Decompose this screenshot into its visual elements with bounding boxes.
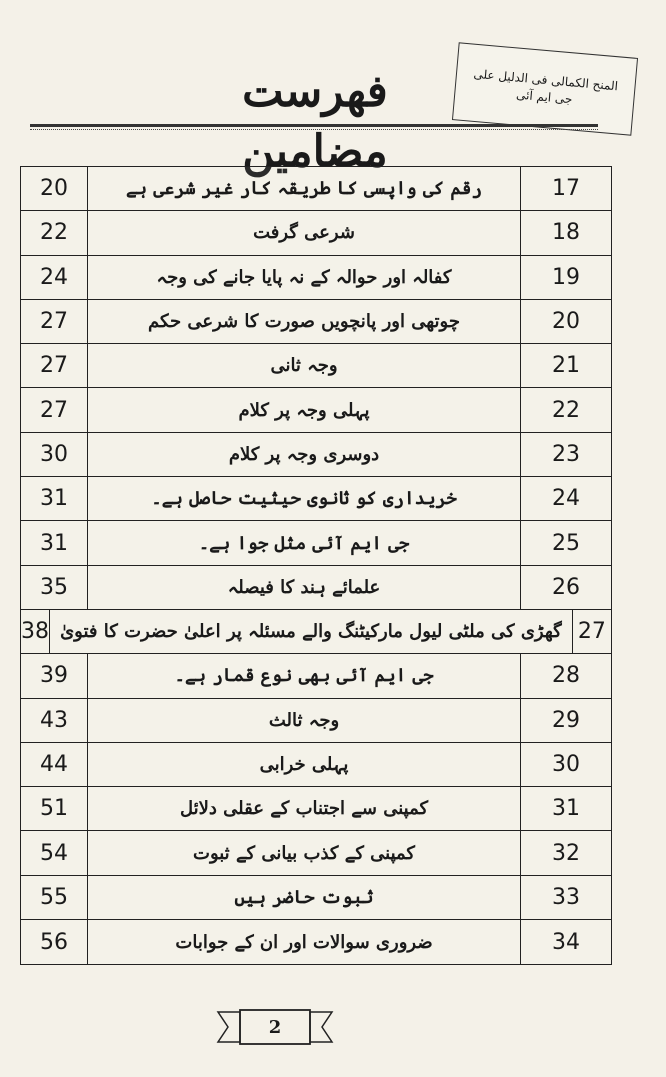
table-row: [21, 787, 611, 831]
toc-page-number: 27: [21, 388, 88, 431]
toc-entry-title: دوسری وجہ پر کلام: [228, 443, 380, 465]
toc-entry-number: 20: [520, 300, 611, 343]
toc-page-number: 56: [21, 920, 88, 964]
book-title-stamp: [452, 42, 638, 135]
table-row: [21, 433, 611, 477]
toc-page-number: 44: [21, 743, 88, 786]
toc-page-number: 54: [21, 831, 88, 874]
table-row: [21, 743, 611, 787]
table-row: [21, 654, 611, 698]
toc-entry-number: 19: [520, 256, 611, 299]
toc-entry-number: 26: [520, 566, 611, 609]
toc-entry-title: علمائے ہند کا فیصلہ: [227, 576, 381, 598]
toc-page-number: 31: [21, 521, 88, 564]
toc-entry-title: گھڑی کی ملٹی لیول مارکیٹنگ والے مسئلہ پر اعلیٰ حضرت کا فتویٰ: [60, 621, 562, 643]
table-row: [21, 521, 611, 565]
toc-entry-number: 24: [520, 477, 611, 520]
table-row: [21, 477, 611, 521]
toc-entry-title: چوتھی اور پانچویں صورت کا شرعی حکم: [148, 311, 460, 333]
table-row: [21, 211, 611, 255]
toc-entry-title: ثبوت حاضر ہیں: [234, 886, 374, 908]
toc-entry-number: 23: [520, 433, 611, 476]
toc-page-number: 30: [21, 433, 88, 476]
toc-page-number: 39: [21, 654, 88, 697]
toc-entry-title: کمپنی سے اجتناب کے عقلی دلائل: [179, 798, 429, 820]
toc-page-number: 27: [21, 344, 88, 387]
stamp-text: المنح الكمالی فی الدلیل علی جی ایم آئی: [472, 66, 619, 107]
table-row: [21, 920, 611, 964]
toc-page-number: 51: [21, 787, 88, 830]
toc-entry-number: 21: [520, 344, 611, 387]
header-rule-dotted: [30, 129, 598, 130]
toc-entry-title: شرعی گرفت: [253, 222, 355, 244]
toc-entry-title: خریداری کو ثانوی حیثیت حاصل ہے۔: [151, 488, 457, 510]
toc-page-number: 31: [21, 477, 88, 520]
toc-entry-title: پہلی خرابی: [259, 754, 349, 775]
toc-entry-number: 31: [520, 787, 611, 830]
table-row: [21, 566, 611, 610]
table-row: [21, 388, 611, 432]
toc-page-number: 24: [21, 256, 88, 299]
toc-entry-number: 22: [520, 388, 611, 431]
toc-entry-number: 27: [572, 610, 611, 653]
page-footer: [210, 1006, 340, 1048]
toc-entry-number: 18: [520, 211, 611, 254]
toc-entry-number: 33: [520, 876, 611, 919]
toc-entry-number: 25: [520, 521, 611, 564]
toc-entry-title: پہلی وجہ پر کلام: [238, 399, 370, 421]
page-number: 2: [268, 1016, 282, 1038]
toc-entry-title: کفالہ اور حوالہ کے نہ پایا جانے کی وجہ: [156, 266, 452, 288]
table-row: [21, 167, 611, 211]
table-row: [21, 876, 611, 920]
table-row: [21, 699, 611, 743]
toc-entry-title: رقم کی واپسی کا طریقہ کار غیر شرعی ہے: [126, 178, 482, 200]
toc-page-number: 55: [21, 876, 88, 919]
toc-page-number: 22: [21, 211, 88, 254]
table-of-contents: [20, 166, 612, 965]
toc-entry-title: جی ایم آئی بھی نوع قمار ہے۔: [174, 665, 434, 687]
toc-entry-number: 29: [520, 699, 611, 742]
toc-page-number: 43: [21, 699, 88, 742]
toc-entry-title: ضروری سوالات اور ان کے جوابات: [175, 931, 433, 953]
toc-entry-title: جی ایم آئی مثل جوا ہے۔: [198, 532, 410, 554]
toc-entry-title: وجہ ثالث: [268, 709, 340, 731]
toc-entry-number: 30: [520, 743, 611, 786]
table-row: [21, 344, 611, 388]
header-rule: [30, 124, 598, 127]
table-row: [21, 300, 611, 344]
toc-entry-number: 28: [520, 654, 611, 697]
toc-page-number: 38: [21, 610, 50, 653]
toc-entry-number: 17: [520, 167, 611, 210]
table-row: [21, 831, 611, 875]
header: [30, 44, 630, 177]
page-title: فهرست مضامين: [242, 66, 388, 177]
toc-entry-number: 34: [520, 920, 611, 964]
toc-entry-number: 32: [520, 831, 611, 874]
toc-page-number: 20: [21, 167, 88, 210]
table-row: [21, 256, 611, 300]
table-row: [21, 610, 611, 654]
toc-page-number: 27: [21, 300, 88, 343]
toc-page-number: 35: [21, 566, 88, 609]
toc-entry-title: کمپنی کے کذب بیانی کے ثبوت: [193, 842, 415, 864]
toc-entry-title: وجہ ثانی: [270, 355, 338, 377]
